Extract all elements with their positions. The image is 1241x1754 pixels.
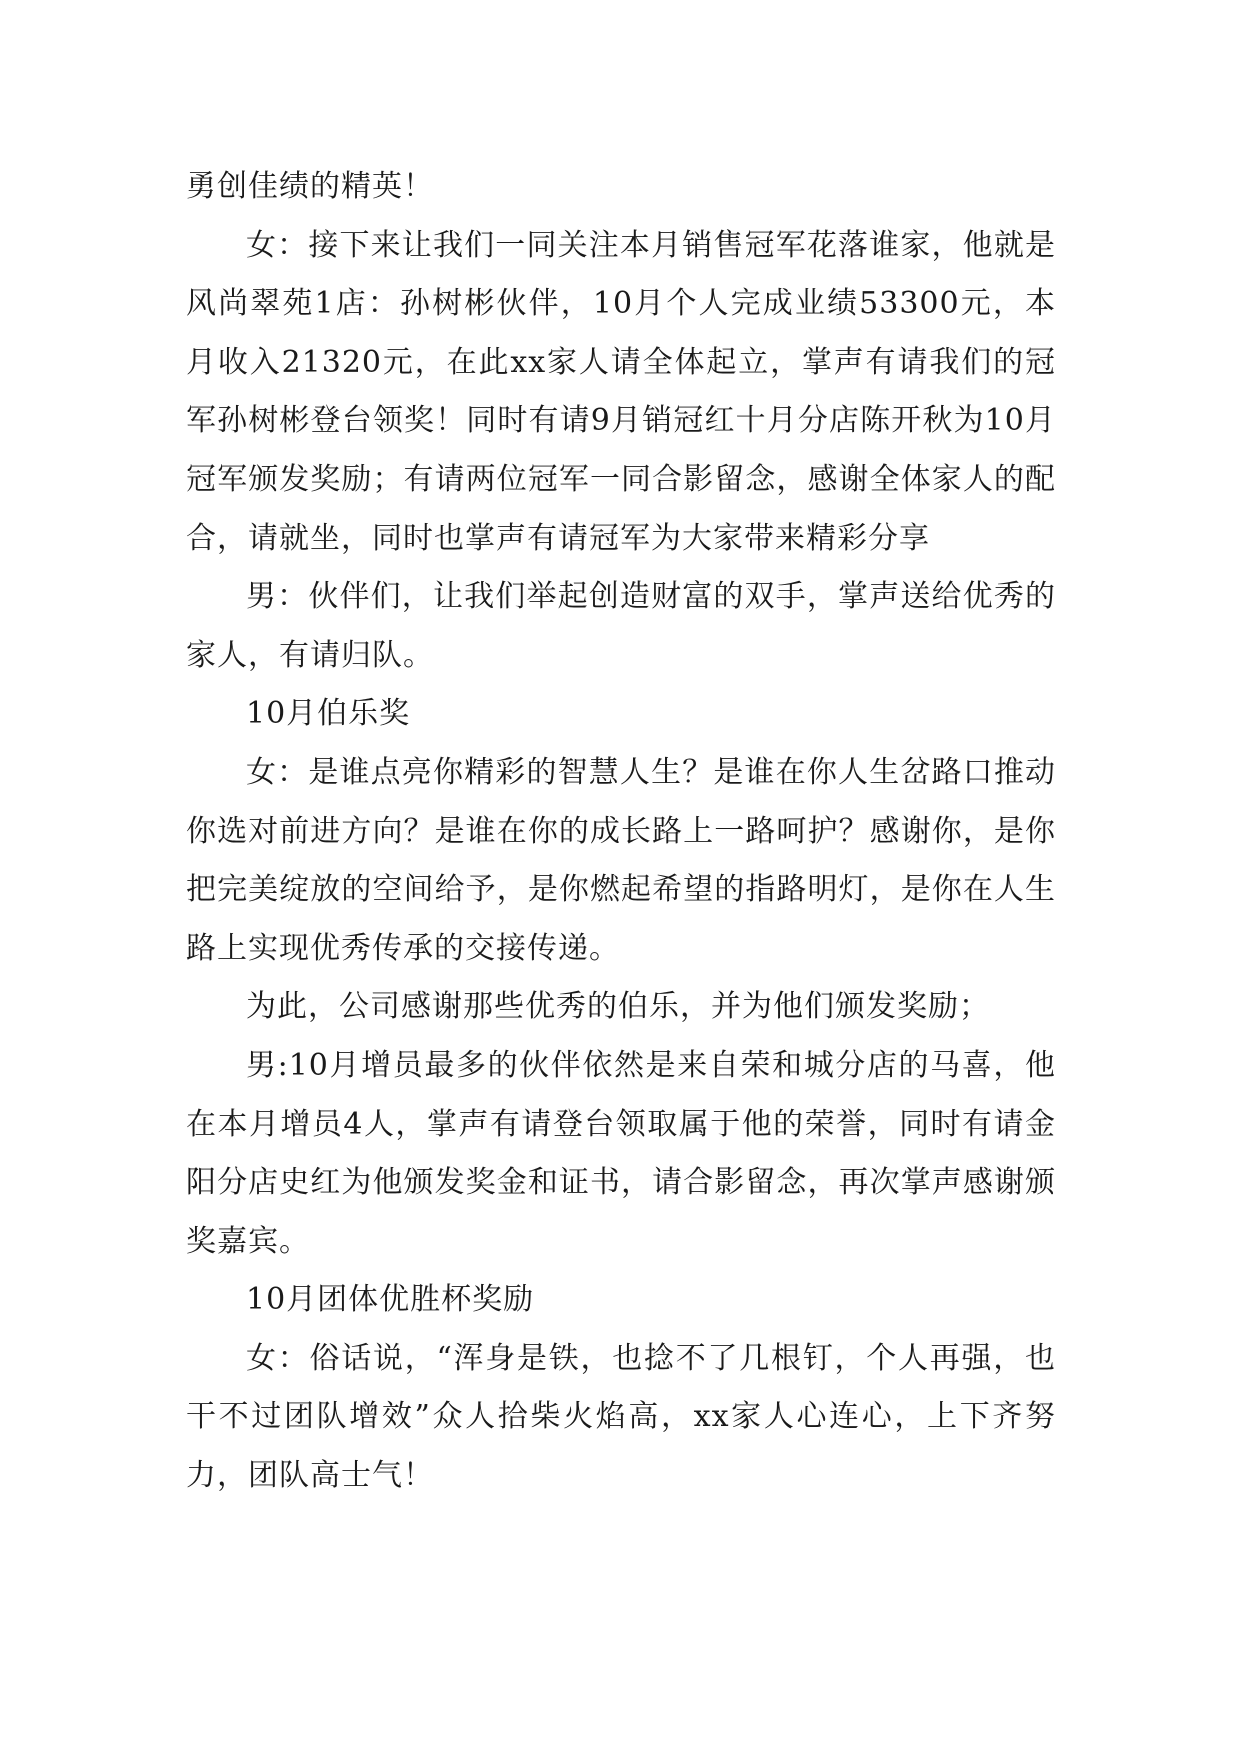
section-heading-team-cup: 10月团体优胜杯奖励 [246,1282,535,1318]
paragraph-recruitment-award: 男:10月增员最多的伙伴依然是来自荣和城分店的马喜，他在本月增员4人，掌声有请登台领取属于他的荣誉，同时有请金阳分店史红为他颁发奖金和证书，请合影留念，再次掌声感谢颁奖嘉宾。 [186,1047,1056,1259]
paragraph-return-to-team: 男：伙伴们，让我们举起创造财富的双手，掌声送给优秀的家人，有请归队。 [186,579,1056,673]
document-body [186,158,1056,1506]
section-heading-bole-award: 10月伯乐奖 [246,696,411,732]
paragraph-bole-thanks: 为此，公司感谢那些优秀的伯乐，并为他们颁发奖励； [246,989,990,1025]
paragraph-sales-champion: 女：接下来让我们一同关注本月销售冠军花落谁家，他就是风尚翠苑1店：孙树彬伙伴，10月个人完成业绩53300元，本月收入21320元，在此xx家人请全体起立，掌声有请我们的冠军孙树彬登台领奖！同时有请9月销冠红十月分店陈开秋为10月冠军颁发奖励；有请两位冠军一同合影留念，感谢全体家人的配合，请就坐，同时也掌声有请冠军为大家带来精彩分享 [186,227,1056,556]
paragraph-bole-intro: 女：是谁点亮你精彩的智慧人生？是谁在你人生岔路口推动你选对前进方向？是谁在你的成长路上一路呵护？感谢你，是你把完美绽放的空间给予，是你燃起希望的指路明灯，是你在人生路上实现优秀传承的交接传递。 [186,754,1056,966]
paragraph-continuation: 勇创佳绩的精英！ [186,169,434,204]
paragraph-team-cup: 女：俗话说，“浑身是铁，也捻不了几根钉，个人再强，也干不过团队增效”众人拾柴火焰高，xx家人心连心，上下齐努力，团队高士气！ [186,1340,1056,1494]
